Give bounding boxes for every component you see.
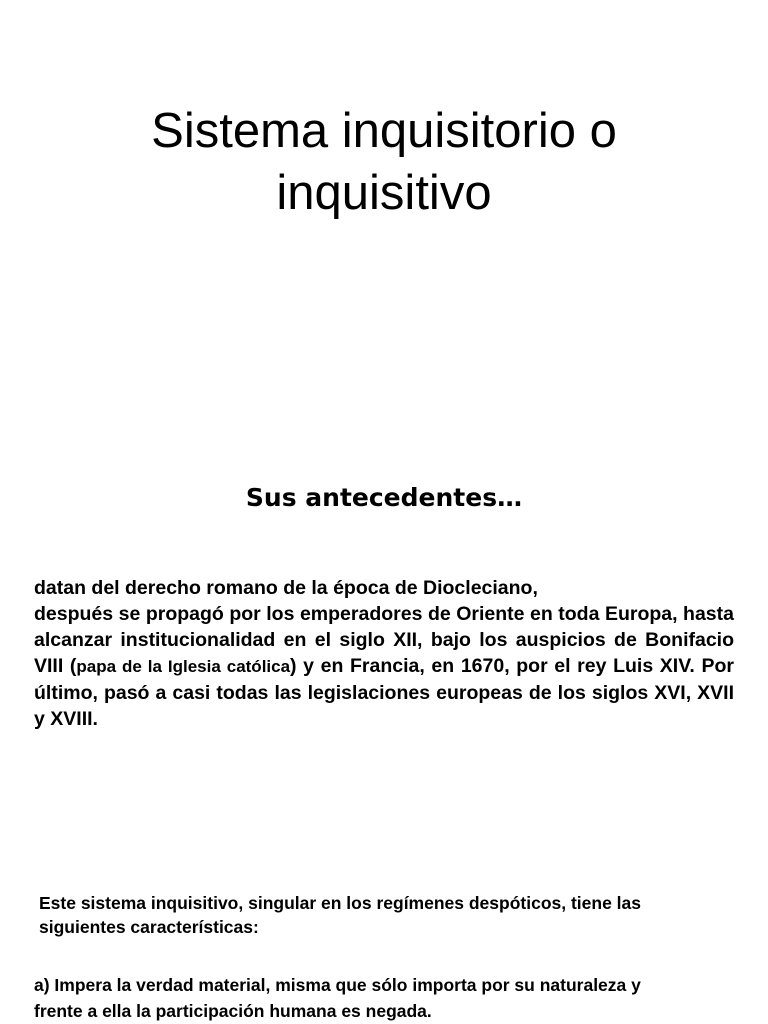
history-body <box>34 601 734 732</box>
history-body-after: ) y en Francia, en 1670, por el rey Luis XIV. Por último, pasó a casi todas las legislaciones europeas de los siglos XVI, XVII y XVIII. <box>34 655 734 730</box>
history-aside: papa de la Iglesia católica <box>76 657 291 676</box>
section-heading: Sus antecedentes… <box>245 483 523 512</box>
characteristic-a-line-1: a) Impera la verdad material, misma que sólo importa por su naturaleza y <box>34 975 641 995</box>
intro-paragraph <box>39 891 739 939</box>
intro-line-2: siguientes características: <box>39 917 259 937</box>
history-first-line: datan del derecho romano de la época de Diocleciano, <box>34 577 538 599</box>
characteristic-a-line-2: frente a ella la participación humana es negada. <box>34 1001 432 1021</box>
history-body-before: después se propagó por los emperadores de Oriente en toda Europa, hasta alcanzar institucionalidad en el siglo XII, bajo los auspicios de Bonifacio VIII ( <box>34 603 734 677</box>
characteristic-a <box>34 972 734 1024</box>
slide-title-line-2: inquisitivo <box>276 166 492 220</box>
history-paragraph <box>34 575 734 732</box>
slide-title <box>0 100 768 224</box>
slide-title-line-1: Sistema inquisitorio o <box>151 104 617 158</box>
intro-line-1: Este sistema inquisitivo, singular en los regímenes despóticos, tiene las <box>39 893 641 913</box>
